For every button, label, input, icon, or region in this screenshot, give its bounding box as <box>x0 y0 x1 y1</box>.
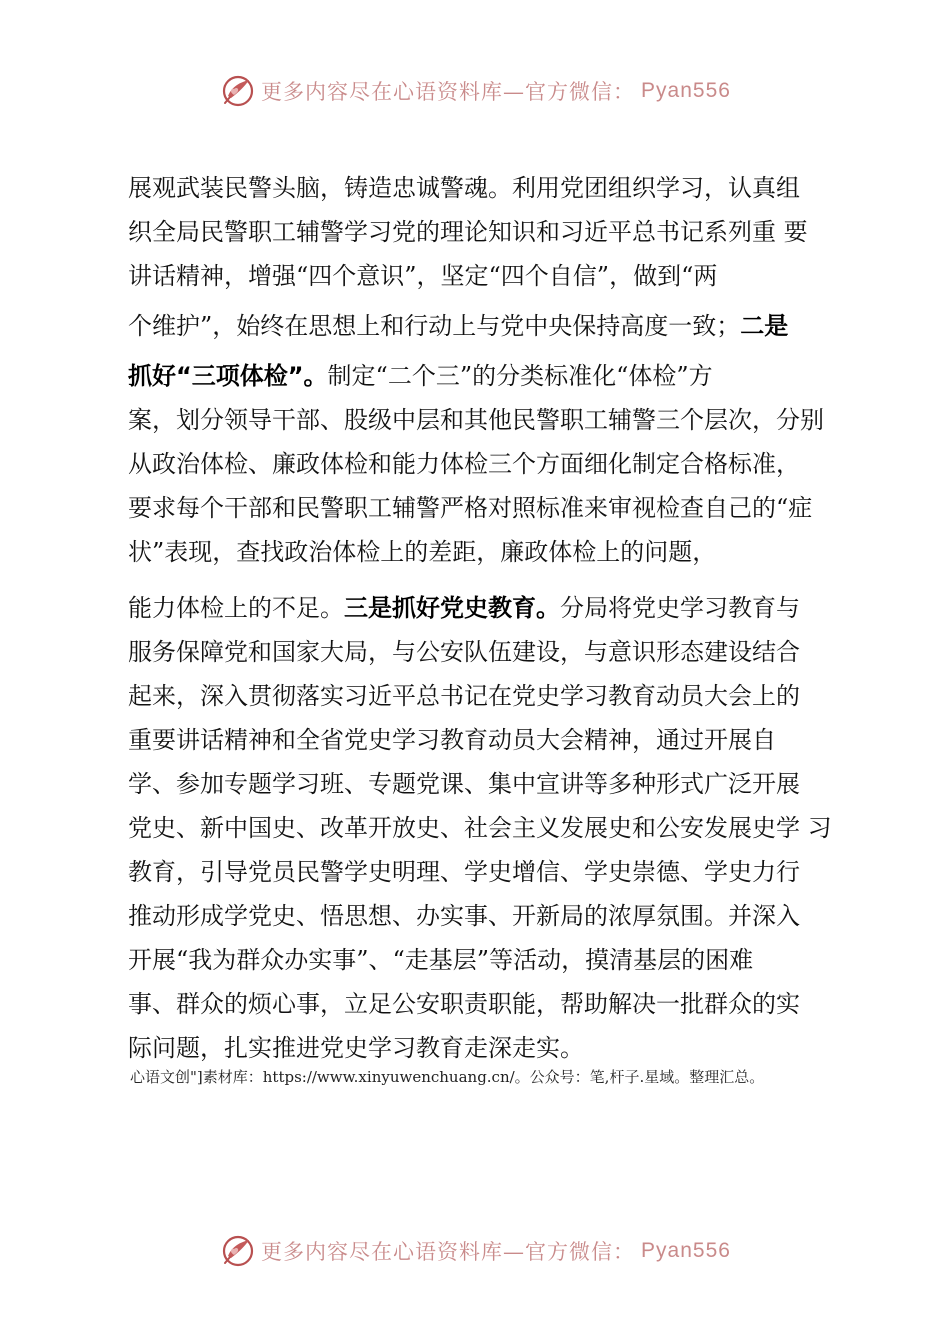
text-line: 开展“我为群众办实事”、“走基层”等活动，摸清基层的困难 <box>128 946 754 974</box>
text-line: 案，划分领导干部、股级中层和其他民警职工辅警三个层次，分别 <box>128 406 824 434</box>
quill-heart-logo-icon <box>219 1232 257 1270</box>
footer-brand-text: 更多内容尽在心语资料库—官方微信： <box>261 1240 636 1264</box>
text-line: 教育，引导党员民警学史明理、学史增信、学史崇德、学史力行 <box>128 858 800 886</box>
quill-heart-logo-icon <box>219 72 257 110</box>
header-brand-text: 更多内容尽在心语资料库—官方微信： <box>261 80 636 104</box>
bold-heading: 二是 <box>740 312 789 340</box>
text-line: 推动形成学党史、悟思想、办实事、开新局的浓厚氛围。并深入 <box>128 902 800 930</box>
text-line: 从政治体检、廉政体检和能力体检三个方面细化制定合格标准， <box>128 450 800 478</box>
text-line: 重要讲话精神和全省党史学习教育动员大会精神，通过开展自 <box>128 726 776 754</box>
article-body <box>128 166 868 1070</box>
text-line: 事、群众的烦心事，立足公安职责职能，帮助解决一批群众的实 <box>128 990 800 1018</box>
footer-watermark <box>0 1232 950 1270</box>
text-line: 织全局民警职工辅警学习党的理论知识和习近平总书记系列重 要 <box>128 218 808 246</box>
text-line: 抓好“三项体检”。制定“二个三”的分类标准化“体检”方 <box>128 362 713 390</box>
text-line: 学、参加专题学习班、专题党课、集中宣讲等多种形式广泛开展 <box>128 770 800 798</box>
header-wechat-id: Pyan556 <box>641 79 731 102</box>
text-line: 状”表现，查找政治体检上的差距，廉政体检上的问题， <box>128 538 717 566</box>
text-line: 展观武装民警头脑，铸造忠诚警魂。利用党团组织学习，认真组 <box>128 174 800 202</box>
text-line: 际问题，扎实推进党史学习教育走深走实。 <box>128 1034 584 1062</box>
header-watermark <box>0 72 950 110</box>
text-line: 起来，深入贯彻落实习近平总书记在党史学习教育动员大会上的 <box>128 682 800 710</box>
text-line: 服务保障党和国家大局，与公安队伍建设，与意识形态建设结合 <box>128 638 800 666</box>
bold-heading: 三是抓好党史教育。 <box>344 594 560 622</box>
text-line: 要求每个干部和民警职工辅警严格对照标准来审视检查自己的“症 <box>128 494 813 522</box>
footer-wechat-id: Pyan556 <box>641 1239 731 1262</box>
source-note: 心语文创"]素材库：https://www.xinyuwenchuang.cn/。公众号：笔,杆子.星域。整理汇总。 <box>130 1068 765 1086</box>
text-line: 讲话精神，增强“四个意识”，坚定“四个自信”，做到“两 <box>128 262 718 290</box>
text-line: 党史、新中国史、改革开放史、社会主义发展史和公安发展史学 习 <box>128 814 832 842</box>
bold-heading: 抓好“三项体检”。 <box>128 362 328 390</box>
text-line: 能力体检上的不足。三是抓好党史教育。分局将党史学习教育与 <box>128 594 800 622</box>
text-line: 个维护”，始终在思想上和行动上与党中央保持高度一致；二是 <box>128 312 789 340</box>
